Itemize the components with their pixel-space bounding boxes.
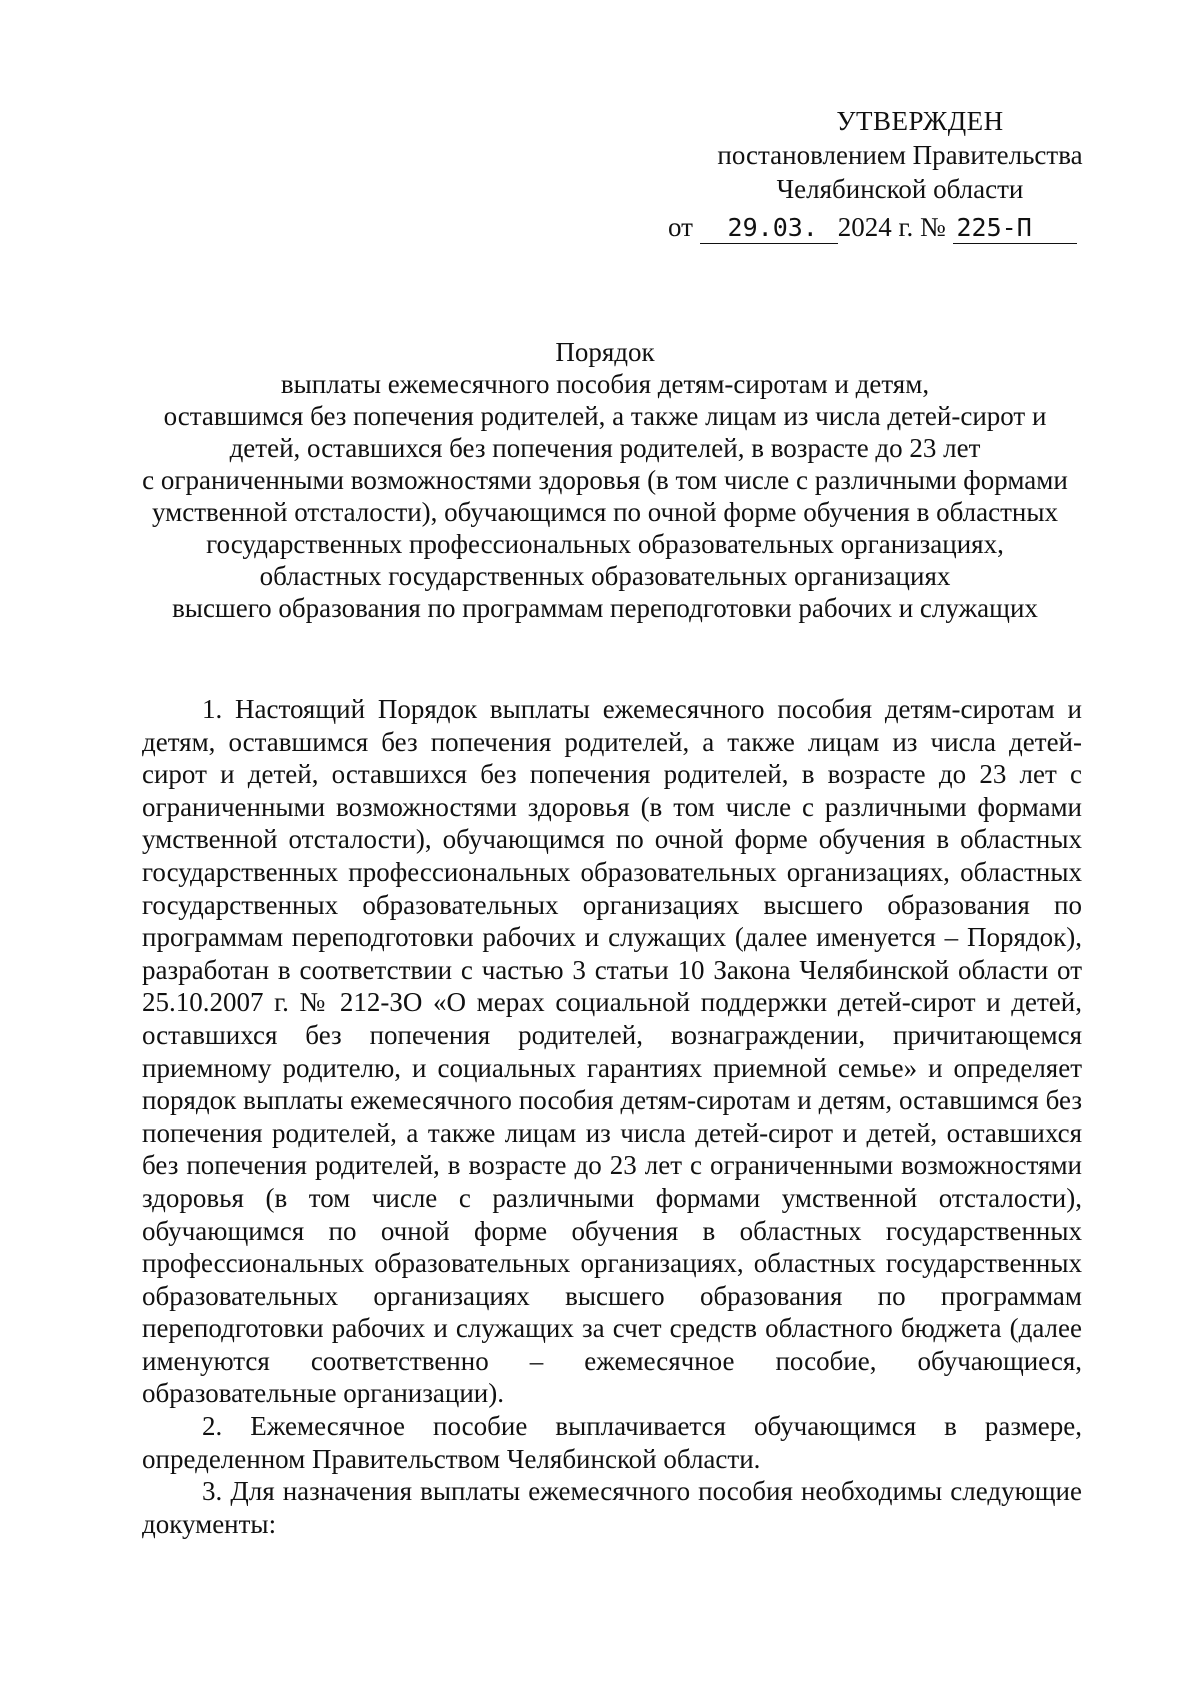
title-line: областных государственных образовательных организациях (259, 561, 951, 591)
title-line: государственных профессиональных образовательных организациях, (206, 529, 1004, 559)
title-line: с ограниченными возможностями здоровья (в том числе с различными формами (142, 465, 1068, 495)
title-line: умственной отсталости), обучающимся по очной форме обучения в областных (152, 497, 1058, 527)
title-line: выплаты ежемесячного пособия детям-сиротам и детям, (280, 369, 930, 399)
title-heading: Порядок (555, 337, 655, 367)
paragraph-3: 3. Для назначения выплаты ежемесячного пособия необходимы следующие документы: (142, 1476, 1082, 1539)
approval-line-1: постановлением Правительства (717, 140, 1083, 170)
date-value: 29.03. (700, 213, 838, 244)
approval-line-2: Челябинской области (776, 174, 1024, 204)
approval-title: УТВЕРЖДЕН (836, 106, 1004, 136)
title-line: высшего образования по программам переподготовки рабочих и служащих (172, 593, 1038, 623)
paragraph-2: 2. Ежемесячное пособие выплачивается обучающимся в размере, определенном Правительством Челябинской области. (142, 1411, 1082, 1474)
paragraph-1: 1. Настоящий Порядок выплаты ежемесячного пособия детям-сиротам и детям, оставшимся без попечения родителей, а также лицам из числа детей-сирот и детей, оставшихся без попечения родителей, в возрасте до 23 лет с ограниченными возможностями здоровья (в том числе с различными формами умственной отсталости), обучающимся по очной форме обучения в областных государственных профессиональных образовательных организациях, областных государственных образовательных организациях высшего образования по программам переподготовки рабочих и служащих (далее именуется – Порядок), разработан в соответствии с частью 3 статьи 10 Закона Челябинской области от 25.10.2007 г. № 212-ЗО «О мерах социальной поддержки детей-сирот и детей, оставшихся без попечения родителей, вознаграждении, причитающемся приемному родителю, и социальных гарантиях приемной семье» и определяет порядок выплаты ежемесячного пособия детям-сиротам и детям, оставшимся без попечения родителей, а также лицам из числа детей-сирот и детей, оставшихся без попечения родителей, в возрасте до 23 лет с ограниченными возможностями здоровья (в том числе с различными формами умственной отсталости), обучающимся по очной форме обучения в областных государственных профессиональных образовательных организациях, областных государственных образовательных организациях высшего образования по программам переподготовки рабочих и служащих за счет средств областного бюджета (далее именуются соответственно – ежемесячное пособие, обучающиеся, образовательные организации). (142, 694, 1082, 1409)
resolution-number: 225-П (953, 213, 1077, 244)
year-text: 2024 г. № (837, 212, 946, 242)
document-body (142, 693, 1082, 1540)
document-title (120, 336, 1090, 624)
approval-date-line (668, 210, 1108, 244)
title-line: оставшимся без попечения родителей, а также лицам из числа детей-сирот и (163, 401, 1047, 431)
approval-block (668, 104, 1120, 244)
title-line: детей, оставшихся без попечения родителей, в возрасте до 23 лет (229, 433, 981, 463)
date-prefix: от (668, 212, 693, 242)
